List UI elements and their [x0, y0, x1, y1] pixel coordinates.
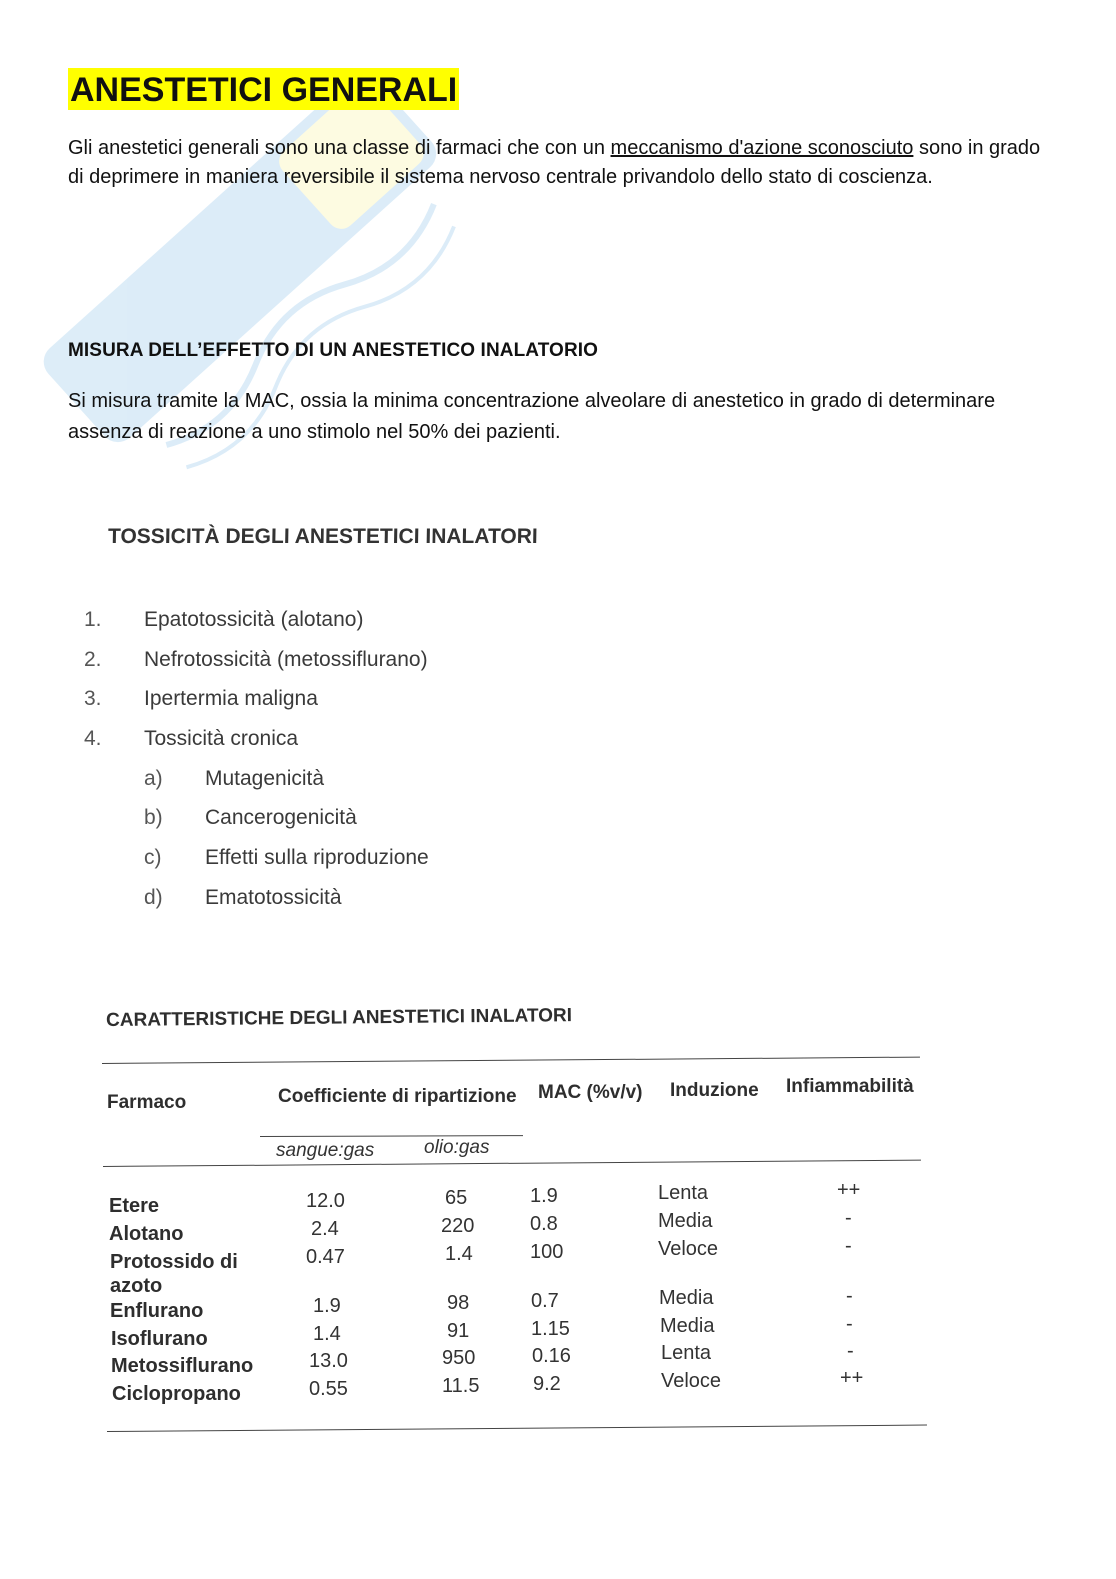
blood-gas-value: 0.55	[309, 1378, 348, 1400]
drug-name: Ciclopropano	[112, 1383, 241, 1405]
induction-value: Veloce	[658, 1238, 719, 1260]
list-text: Nefrotossicità (metossiflurano)	[144, 647, 428, 671]
list-text: Ipertermia maligna	[144, 687, 318, 711]
header-induction: Induzione	[670, 1080, 759, 1101]
flammability-value: -	[845, 1207, 852, 1229]
drug-name: Isoflurano	[111, 1328, 208, 1350]
intro-paragraph	[68, 134, 1053, 192]
table-title: CARATTERISTICHE DEGLI ANESTETICI INALATORI	[106, 1005, 573, 1031]
blood-gas-value: 12.0	[306, 1190, 345, 1212]
blood-gas-value: 13.0	[309, 1350, 348, 1372]
header-mac: MAC (%v/v)	[538, 1082, 643, 1103]
section-heading: MISURA DELL’EFFETTO DI UN ANESTETICO INALATORIO	[68, 340, 599, 361]
list-number: 2.	[84, 647, 102, 671]
induction-value: Lenta	[658, 1182, 709, 1204]
flammability-value: -	[846, 1313, 853, 1335]
header-flammability: Infiammabilità	[786, 1076, 914, 1097]
induction-value: Media	[660, 1315, 715, 1337]
mac-value: 0.7	[531, 1290, 559, 1312]
page-title: ANESTETICI GENERALI	[68, 68, 459, 110]
list-number: 1.	[84, 608, 102, 631]
induction-value: Media	[658, 1210, 713, 1232]
blood-gas-value: 2.4	[311, 1218, 339, 1240]
drug-name: Etere	[109, 1195, 160, 1217]
header-oil-gas: olio:gas	[424, 1137, 490, 1158]
table-bottom-rule	[107, 1425, 927, 1432]
oil-gas-value: 91	[447, 1320, 470, 1342]
flammability-value: ++	[837, 1179, 861, 1201]
blood-gas-value: 0.47	[306, 1246, 345, 1268]
mac-value: 1.15	[531, 1318, 570, 1340]
oil-gas-value: 65	[445, 1187, 468, 1209]
oil-gas-value: 11.5	[442, 1375, 480, 1397]
flammability-value: ++	[840, 1367, 864, 1389]
header-coefficient: Coefficiente di ripartizione	[278, 1086, 517, 1107]
list-text: Cancerogenicità	[205, 806, 357, 830]
mac-value: 0.16	[532, 1345, 571, 1367]
blood-gas-value: 1.4	[313, 1323, 341, 1345]
induction-value: Media	[659, 1287, 714, 1309]
flammability-value: -	[845, 1235, 852, 1257]
induction-value: Lenta	[661, 1342, 712, 1364]
mac-value: 0.8	[530, 1213, 558, 1235]
header-drug: Farmaco	[107, 1092, 187, 1113]
intro-text-end: sono in grado di deprimere in maniera reversibile il sistema nervoso centrale privandolo dello stato di coscienza.	[68, 137, 1041, 188]
list-letter: a)	[144, 766, 163, 790]
watermark-logo	[20, 40, 500, 520]
list-text: Tossicità cronica	[144, 727, 299, 751]
toxicity-title: TOSSICITÀ DEGLI ANESTETICI INALATORI	[107, 525, 538, 548]
oil-gas-value: 950	[442, 1347, 476, 1369]
mac-value: 100	[530, 1241, 564, 1263]
drug-name: Protossido di azoto	[110, 1251, 238, 1297]
drug-name: Alotano	[109, 1223, 184, 1245]
drug-name: Enflurano	[110, 1300, 204, 1322]
mac-value: 1.9	[530, 1185, 558, 1207]
section-paragraph: Si misura tramite la MAC, ossia la minima concentrazione alveolare di anestetico in grado di determinare assenza di reazione a uno stimolo nel 50% dei pazienti.	[68, 390, 996, 443]
header-blood-gas: sangue:gas	[276, 1140, 375, 1161]
list-letter: b)	[144, 806, 163, 830]
flammability-value: -	[847, 1340, 854, 1362]
oil-gas-value: 220	[441, 1215, 475, 1237]
list-letter: c)	[144, 846, 162, 870]
intro-underlined-text: meccanismo d'azione sconosciuto	[610, 137, 914, 159]
oil-gas-value: 98	[447, 1292, 470, 1314]
list-number: 4.	[84, 727, 102, 751]
drug-name: Metossiflurano	[111, 1355, 254, 1377]
intro-text-start: Gli anestetici generali sono una classe di farmaci che con un	[68, 137, 611, 159]
list-letter: d)	[144, 885, 163, 909]
list-text: Ematotossicità	[205, 885, 342, 909]
table-top-rule	[102, 1057, 920, 1064]
mac-value: 9.2	[533, 1373, 561, 1395]
table-header-rule	[103, 1160, 921, 1167]
oil-gas-value: 1.4	[445, 1243, 473, 1265]
blood-gas-value: 1.9	[313, 1295, 341, 1317]
list-number: 3.	[84, 687, 102, 711]
list-text: Epatotossicità (alotano)	[144, 608, 364, 631]
flammability-value: -	[846, 1285, 853, 1307]
list-text: Mutagenicità	[205, 766, 325, 790]
induction-value: Veloce	[661, 1370, 722, 1392]
list-text: Effetti sulla riproduzione	[205, 846, 429, 870]
